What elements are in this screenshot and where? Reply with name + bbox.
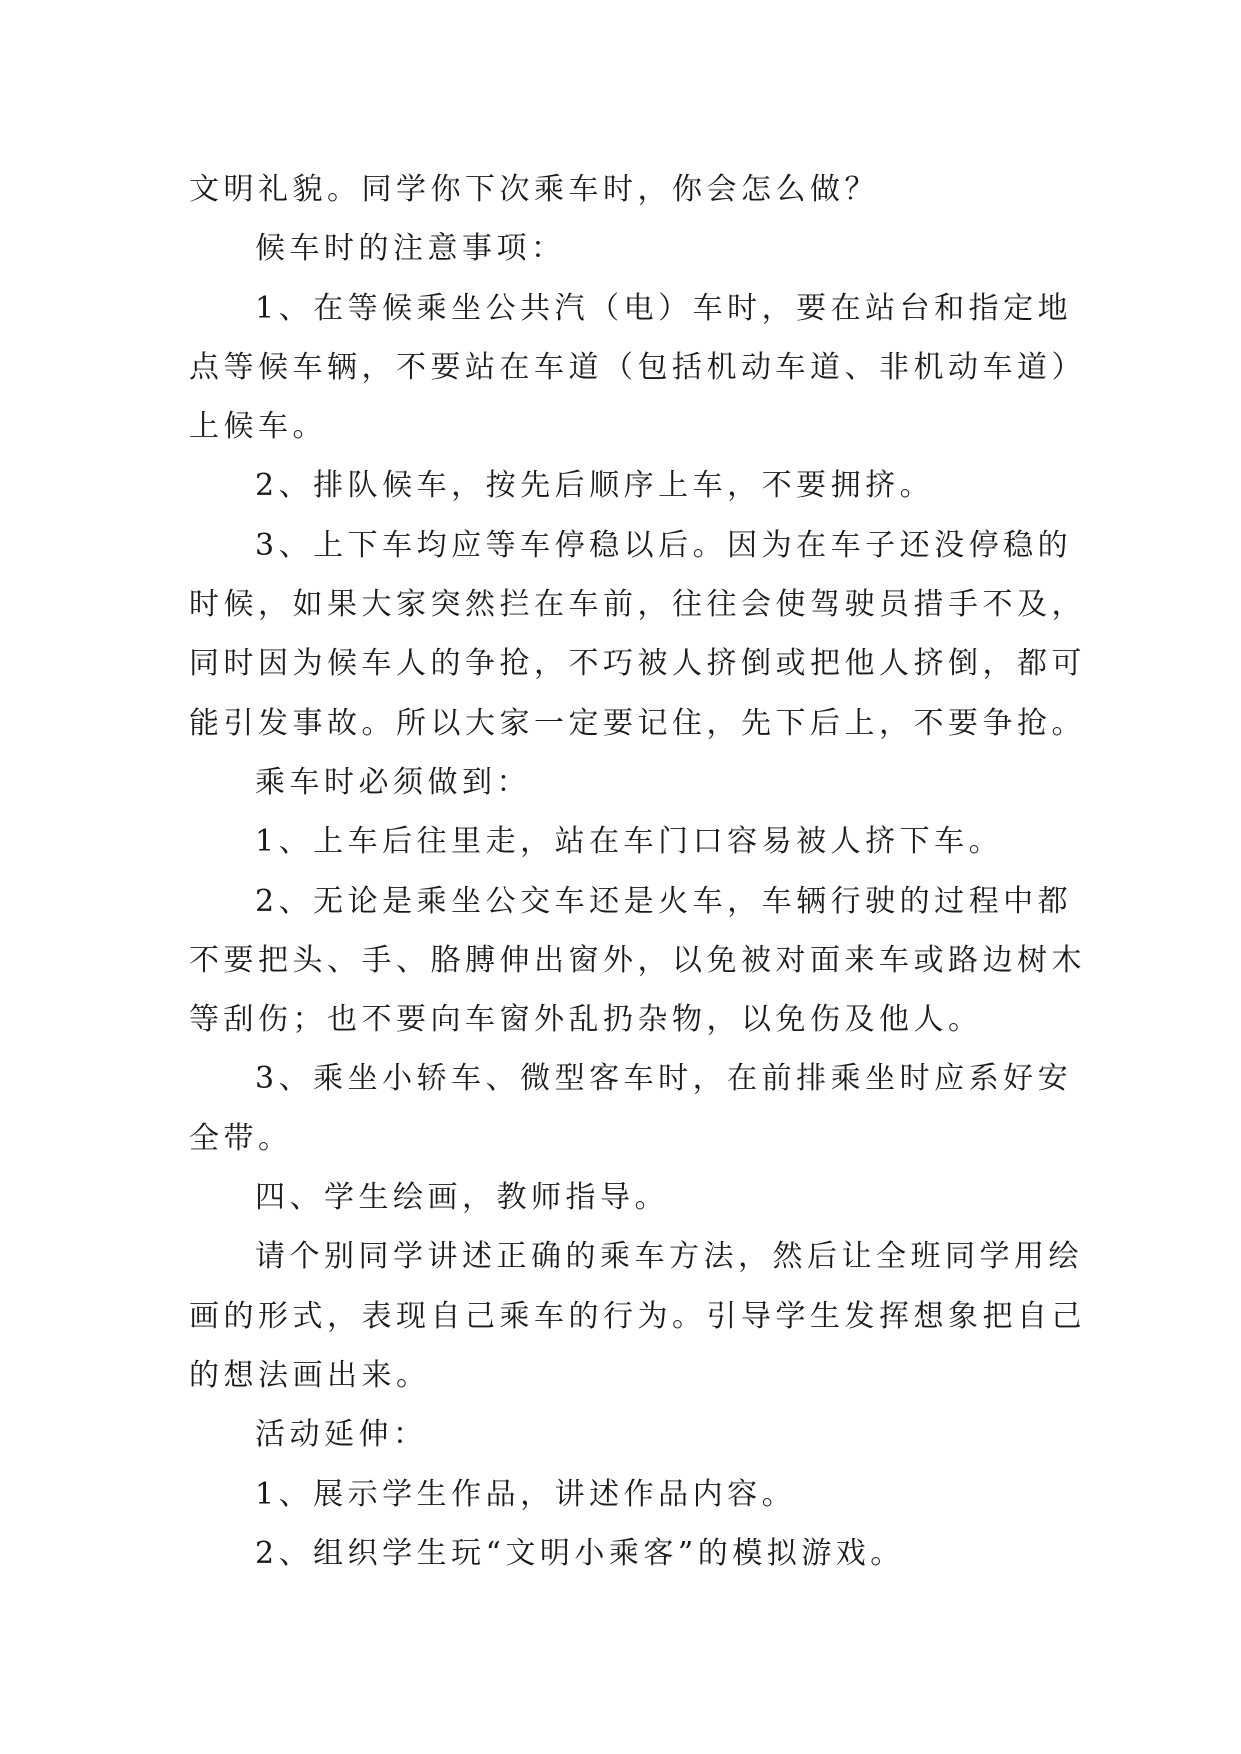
text-line: 2、排队候车，按先后顺序上车，不要拥挤。 [255, 468, 935, 504]
text-line: 四、学生绘画，教师指导。 [255, 1180, 669, 1216]
text-line: 同时因为候车人的争抢，不巧被人挤倒或把他人挤倒，都可 [189, 646, 1086, 682]
text-line: 1、上车后往里走，站在车门口容易被人挤下车。 [255, 824, 1004, 860]
text-line: 3、乘坐小轿车、微型客车时，在前排乘坐时应系好安 [255, 1061, 1073, 1097]
text-line: 等刮伤；也不要向车窗外乱扔杂物，以免伤及他人。 [189, 1002, 983, 1038]
text-line: 点等候车辆，不要站在车道（包括机动车道、非机动车道） [189, 349, 1086, 385]
text-line: 能引发事故。所以大家一定要记住，先下后上，不要争抢。 [189, 705, 1086, 741]
text-line: 1、展示学生作品，讲述作品内容。 [255, 1476, 797, 1512]
text-line: 候车时的注意事项： [255, 231, 566, 267]
text-line: 2、无论是乘坐公交车还是火车，车辆行驶的过程中都 [255, 883, 1073, 919]
text-line: 的想法画出来。 [189, 1357, 431, 1393]
text-line: 画的形式，表现自己乘车的行为。引导学生发挥想象把自己 [189, 1298, 1086, 1334]
text-line: 全带。 [189, 1120, 293, 1156]
body-text [189, 160, 1086, 1583]
text-line: 2、组织学生玩“文明小乘客”的模拟游戏。 [255, 1535, 905, 1571]
text-line: 上候车。 [189, 409, 327, 445]
text-line: 活动延伸： [255, 1417, 428, 1453]
text-line: 3、上下车均应等车停稳以后。因为在车子还没停稳的 [255, 527, 1073, 563]
text-line: 1、在等候乘坐公共汽（电）车时，要在站台和指定地 [255, 290, 1073, 326]
text-line: 请个别同学讲述正确的乘车方法，然后让全班同学用绘 [255, 1239, 1083, 1275]
text-line: 时候，如果大家突然拦在车前，往往会使驾驶员措手不及， [189, 587, 1086, 623]
text-line: 不要把头、手、胳膊伸出窗外，以免被对面来车或路边树木 [189, 942, 1086, 978]
text-line: 文明礼貌。同学你下次乘车时，你会怎么做？ [189, 172, 879, 207]
text-line: 乘车时必须做到： [255, 764, 531, 800]
